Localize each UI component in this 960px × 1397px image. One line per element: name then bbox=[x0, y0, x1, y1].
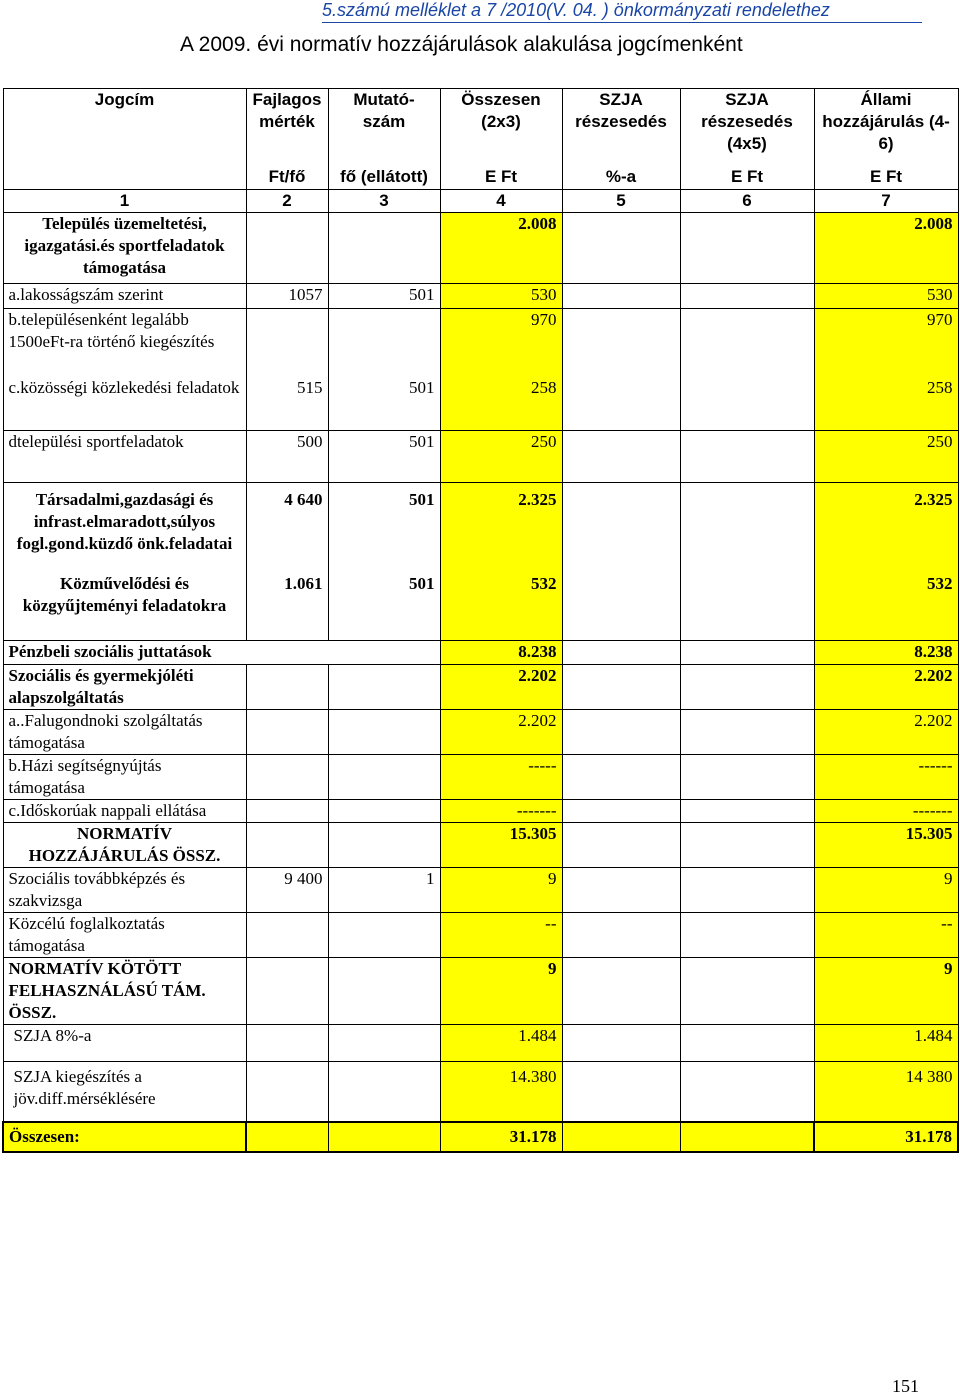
cell-allami: 532 bbox=[814, 573, 958, 641]
col-number: 1 bbox=[3, 190, 246, 213]
table-row bbox=[3, 800, 958, 823]
col-number: 6 bbox=[680, 190, 814, 213]
cell-allami: 250 bbox=[814, 431, 958, 483]
cell-mutato: 501 bbox=[328, 377, 440, 431]
col-number: 5 bbox=[562, 190, 680, 213]
cell-empty bbox=[680, 755, 814, 800]
cell-empty bbox=[680, 483, 814, 573]
table-row-total bbox=[3, 1122, 958, 1152]
row-label: NORMATÍV HOZZÁJÁRULÁS ÖSSZ. bbox=[3, 823, 246, 868]
cell-empty bbox=[680, 665, 814, 710]
cell-empty bbox=[246, 665, 328, 710]
cell-allami: 14 380 bbox=[814, 1062, 958, 1122]
table-row bbox=[3, 1062, 958, 1122]
col-header-szja: SZJA részesedés bbox=[562, 89, 680, 166]
cell-empty bbox=[680, 868, 814, 913]
table-row bbox=[3, 284, 958, 309]
cell-allami: 1.484 bbox=[814, 1025, 958, 1062]
row-label: dtelepülési sportfeladatok bbox=[3, 431, 246, 483]
cell-empty bbox=[328, 309, 440, 377]
cell-empty bbox=[562, 284, 680, 309]
cell-empty bbox=[562, 483, 680, 573]
cell-empty bbox=[680, 641, 814, 665]
cell-osszesen: 31.178 bbox=[440, 1122, 562, 1152]
row-label: c.közösségi közlekedési feladatok bbox=[3, 377, 246, 431]
table-row bbox=[3, 823, 958, 868]
cell-osszesen: 2.008 bbox=[440, 213, 562, 284]
row-label: Közművelődési és közgyűjteményi feladatokra bbox=[3, 573, 246, 641]
cell-mutato: 501 bbox=[328, 483, 440, 573]
cell-empty bbox=[246, 1062, 328, 1122]
cell-allami: 31.178 bbox=[814, 1122, 958, 1152]
cell-empty bbox=[246, 800, 328, 823]
cell-empty bbox=[328, 1025, 440, 1062]
cell-empty bbox=[328, 958, 440, 1025]
unit-allami: E Ft bbox=[814, 166, 958, 190]
cell-fajlagos: 515 bbox=[246, 377, 328, 431]
cell-empty bbox=[562, 213, 680, 284]
table-row bbox=[3, 958, 958, 1025]
document-title: A 2009. évi normatív hozzájárulások alakulása jogcímenként bbox=[180, 33, 743, 56]
cell-empty bbox=[328, 710, 440, 755]
cell-osszesen: 8.238 bbox=[440, 641, 562, 665]
row-label: Társadalmi,gazdasági és infrast.elmaradott,súlyos fogl.gond.küzdő önk.feladatai bbox=[3, 483, 246, 573]
cell-allami: ------- bbox=[814, 800, 958, 823]
cell-empty bbox=[562, 958, 680, 1025]
row-label: a..Falugondnoki szolgáltatás támogatása bbox=[3, 710, 246, 755]
cell-empty bbox=[246, 309, 328, 377]
table-row bbox=[3, 665, 958, 710]
cell-empty bbox=[246, 913, 328, 958]
table-row bbox=[3, 755, 958, 800]
cell-empty bbox=[680, 377, 814, 431]
cell-osszesen: 15.305 bbox=[440, 823, 562, 868]
row-label: b.településenként legalább 1500eFt-ra történő kiegészítés bbox=[3, 309, 246, 377]
cell-empty bbox=[328, 213, 440, 284]
cell-empty bbox=[680, 958, 814, 1025]
cell-empty bbox=[562, 800, 680, 823]
table-row bbox=[3, 641, 958, 665]
cell-empty bbox=[562, 665, 680, 710]
cell-empty bbox=[246, 213, 328, 284]
cell-osszesen: 9 bbox=[440, 958, 562, 1025]
cell-empty bbox=[680, 431, 814, 483]
cell-empty bbox=[246, 755, 328, 800]
cell-fajlagos: 1057 bbox=[246, 284, 328, 309]
cell-empty bbox=[680, 710, 814, 755]
cell-allami: 15.305 bbox=[814, 823, 958, 868]
cell-empty bbox=[328, 913, 440, 958]
cell-osszesen: ----- bbox=[440, 755, 562, 800]
cell-empty bbox=[562, 755, 680, 800]
cell-empty bbox=[562, 868, 680, 913]
cell-empty bbox=[562, 710, 680, 755]
cell-empty bbox=[562, 309, 680, 377]
row-label: a.lakosságszám szerint bbox=[3, 284, 246, 309]
col-number: 4 bbox=[440, 190, 562, 213]
row-label: Közcélú foglalkoztatás támogatása bbox=[3, 913, 246, 958]
cell-osszesen: 258 bbox=[440, 377, 562, 431]
col-header-allami: Állami hozzájárulás (4-6) bbox=[814, 89, 958, 166]
cell-empty bbox=[246, 1122, 328, 1152]
cell-empty bbox=[562, 431, 680, 483]
cell-allami: 530 bbox=[814, 284, 958, 309]
cell-osszesen: 532 bbox=[440, 573, 562, 641]
allocation-table bbox=[2, 88, 959, 1153]
cell-empty bbox=[246, 1025, 328, 1062]
table-row bbox=[3, 1025, 958, 1062]
cell-fajlagos: 1.061 bbox=[246, 573, 328, 641]
table-row bbox=[3, 431, 958, 483]
cell-allami: 9 bbox=[814, 868, 958, 913]
cell-osszesen: 2.202 bbox=[440, 665, 562, 710]
unit-szja: %-a bbox=[562, 166, 680, 190]
cell-osszesen: 250 bbox=[440, 431, 562, 483]
cell-empty bbox=[562, 377, 680, 431]
col-header-jogcim: Jogcím bbox=[3, 89, 246, 190]
cell-allami: 2.202 bbox=[814, 710, 958, 755]
cell-empty bbox=[562, 573, 680, 641]
cell-allami: -- bbox=[814, 913, 958, 958]
cell-empty bbox=[680, 1025, 814, 1062]
cell-allami: ------ bbox=[814, 755, 958, 800]
cell-osszesen: 2.325 bbox=[440, 483, 562, 573]
cell-empty bbox=[680, 800, 814, 823]
row-label: Összesen: bbox=[3, 1122, 246, 1152]
cell-empty bbox=[562, 823, 680, 868]
cell-allami: 2.008 bbox=[814, 213, 958, 284]
cell-empty bbox=[680, 309, 814, 377]
cell-empty bbox=[328, 1122, 440, 1152]
col-header-fajlagos: Fajlagos mérték bbox=[246, 89, 328, 166]
col-header-mutato: Mutató-szám bbox=[328, 89, 440, 166]
row-label: SZJA 8%-a bbox=[3, 1025, 246, 1062]
col-number: 2 bbox=[246, 190, 328, 213]
col-header-szja2: SZJA részesedés (4x5) bbox=[680, 89, 814, 166]
row-label: Szociális és gyermekjóléti alapszolgáltatás bbox=[3, 665, 246, 710]
col-header-osszesen: Összesen (2x3) bbox=[440, 89, 562, 166]
cell-empty bbox=[680, 823, 814, 868]
cell-empty bbox=[246, 710, 328, 755]
row-label: Szociális továbbképzés és szakvizsga bbox=[3, 868, 246, 913]
cell-empty bbox=[562, 1122, 680, 1152]
cell-mutato: 501 bbox=[328, 431, 440, 483]
cell-mutato: 501 bbox=[328, 573, 440, 641]
cell-empty bbox=[562, 913, 680, 958]
table-row bbox=[3, 377, 958, 431]
cell-osszesen: -- bbox=[440, 913, 562, 958]
table-row bbox=[3, 868, 958, 913]
cell-empty bbox=[328, 1062, 440, 1122]
cell-fajlagos: 4 640 bbox=[246, 483, 328, 573]
cell-empty bbox=[680, 1062, 814, 1122]
table-row bbox=[3, 573, 958, 641]
cell-fajlagos: 500 bbox=[246, 431, 328, 483]
cell-mutato: 501 bbox=[328, 284, 440, 309]
row-label: c.Időskorúak nappali ellátása bbox=[3, 800, 246, 823]
table-row bbox=[3, 483, 958, 573]
row-label: Település üzemeltetési, igazgatási.és sportfeladatok támogatása bbox=[3, 213, 246, 284]
cell-empty bbox=[680, 213, 814, 284]
cell-allami: 970 bbox=[814, 309, 958, 377]
cell-empty bbox=[680, 573, 814, 641]
cell-empty bbox=[246, 958, 328, 1025]
cell-osszesen: 530 bbox=[440, 284, 562, 309]
col-number: 7 bbox=[814, 190, 958, 213]
cell-empty bbox=[328, 823, 440, 868]
cell-osszesen: 14.380 bbox=[440, 1062, 562, 1122]
page-number: 151 bbox=[892, 1376, 919, 1396]
table-row bbox=[3, 710, 958, 755]
table-row bbox=[3, 913, 958, 958]
annex-note: 5.számú melléklet a 7 /2010(V. 04. ) önkormányzati rendelethez bbox=[322, 0, 922, 23]
cell-osszesen: 2.202 bbox=[440, 710, 562, 755]
unit-szja2: E Ft bbox=[680, 166, 814, 190]
cell-empty bbox=[328, 800, 440, 823]
cell-empty bbox=[562, 641, 680, 665]
cell-empty bbox=[680, 284, 814, 309]
cell-empty bbox=[562, 1025, 680, 1062]
row-label: SZJA kiegészítés a jöv.diff.mérséklésére bbox=[3, 1062, 246, 1122]
cell-allami: 258 bbox=[814, 377, 958, 431]
cell-empty bbox=[680, 1122, 814, 1152]
cell-osszesen: 970 bbox=[440, 309, 562, 377]
col-number: 3 bbox=[328, 190, 440, 213]
cell-empty bbox=[246, 823, 328, 868]
table-row bbox=[3, 213, 958, 284]
cell-allami: 9 bbox=[814, 958, 958, 1025]
cell-osszesen: 9 bbox=[440, 868, 562, 913]
row-label: Pénzbeli szociális juttatások bbox=[3, 641, 440, 665]
cell-allami: 2.202 bbox=[814, 665, 958, 710]
cell-empty bbox=[562, 1062, 680, 1122]
cell-osszesen: 1.484 bbox=[440, 1025, 562, 1062]
unit-osszesen: E Ft bbox=[440, 166, 562, 190]
cell-empty bbox=[328, 665, 440, 710]
row-label: b.Házi segítségnyújtás támogatása bbox=[3, 755, 246, 800]
cell-allami: 2.325 bbox=[814, 483, 958, 573]
table-row bbox=[3, 309, 958, 377]
unit-fajlagos: Ft/fő bbox=[246, 166, 328, 190]
unit-mutato: fő (ellátott) bbox=[328, 166, 440, 190]
cell-empty bbox=[680, 913, 814, 958]
row-label: NORMATÍV KÖTÖTT FELHASZNÁLÁSÚ TÁM. ÖSSZ. bbox=[3, 958, 246, 1025]
cell-mutato: 1 bbox=[328, 868, 440, 913]
cell-empty bbox=[328, 755, 440, 800]
cell-osszesen: ------- bbox=[440, 800, 562, 823]
cell-allami: 8.238 bbox=[814, 641, 958, 665]
cell-fajlagos: 9 400 bbox=[246, 868, 328, 913]
